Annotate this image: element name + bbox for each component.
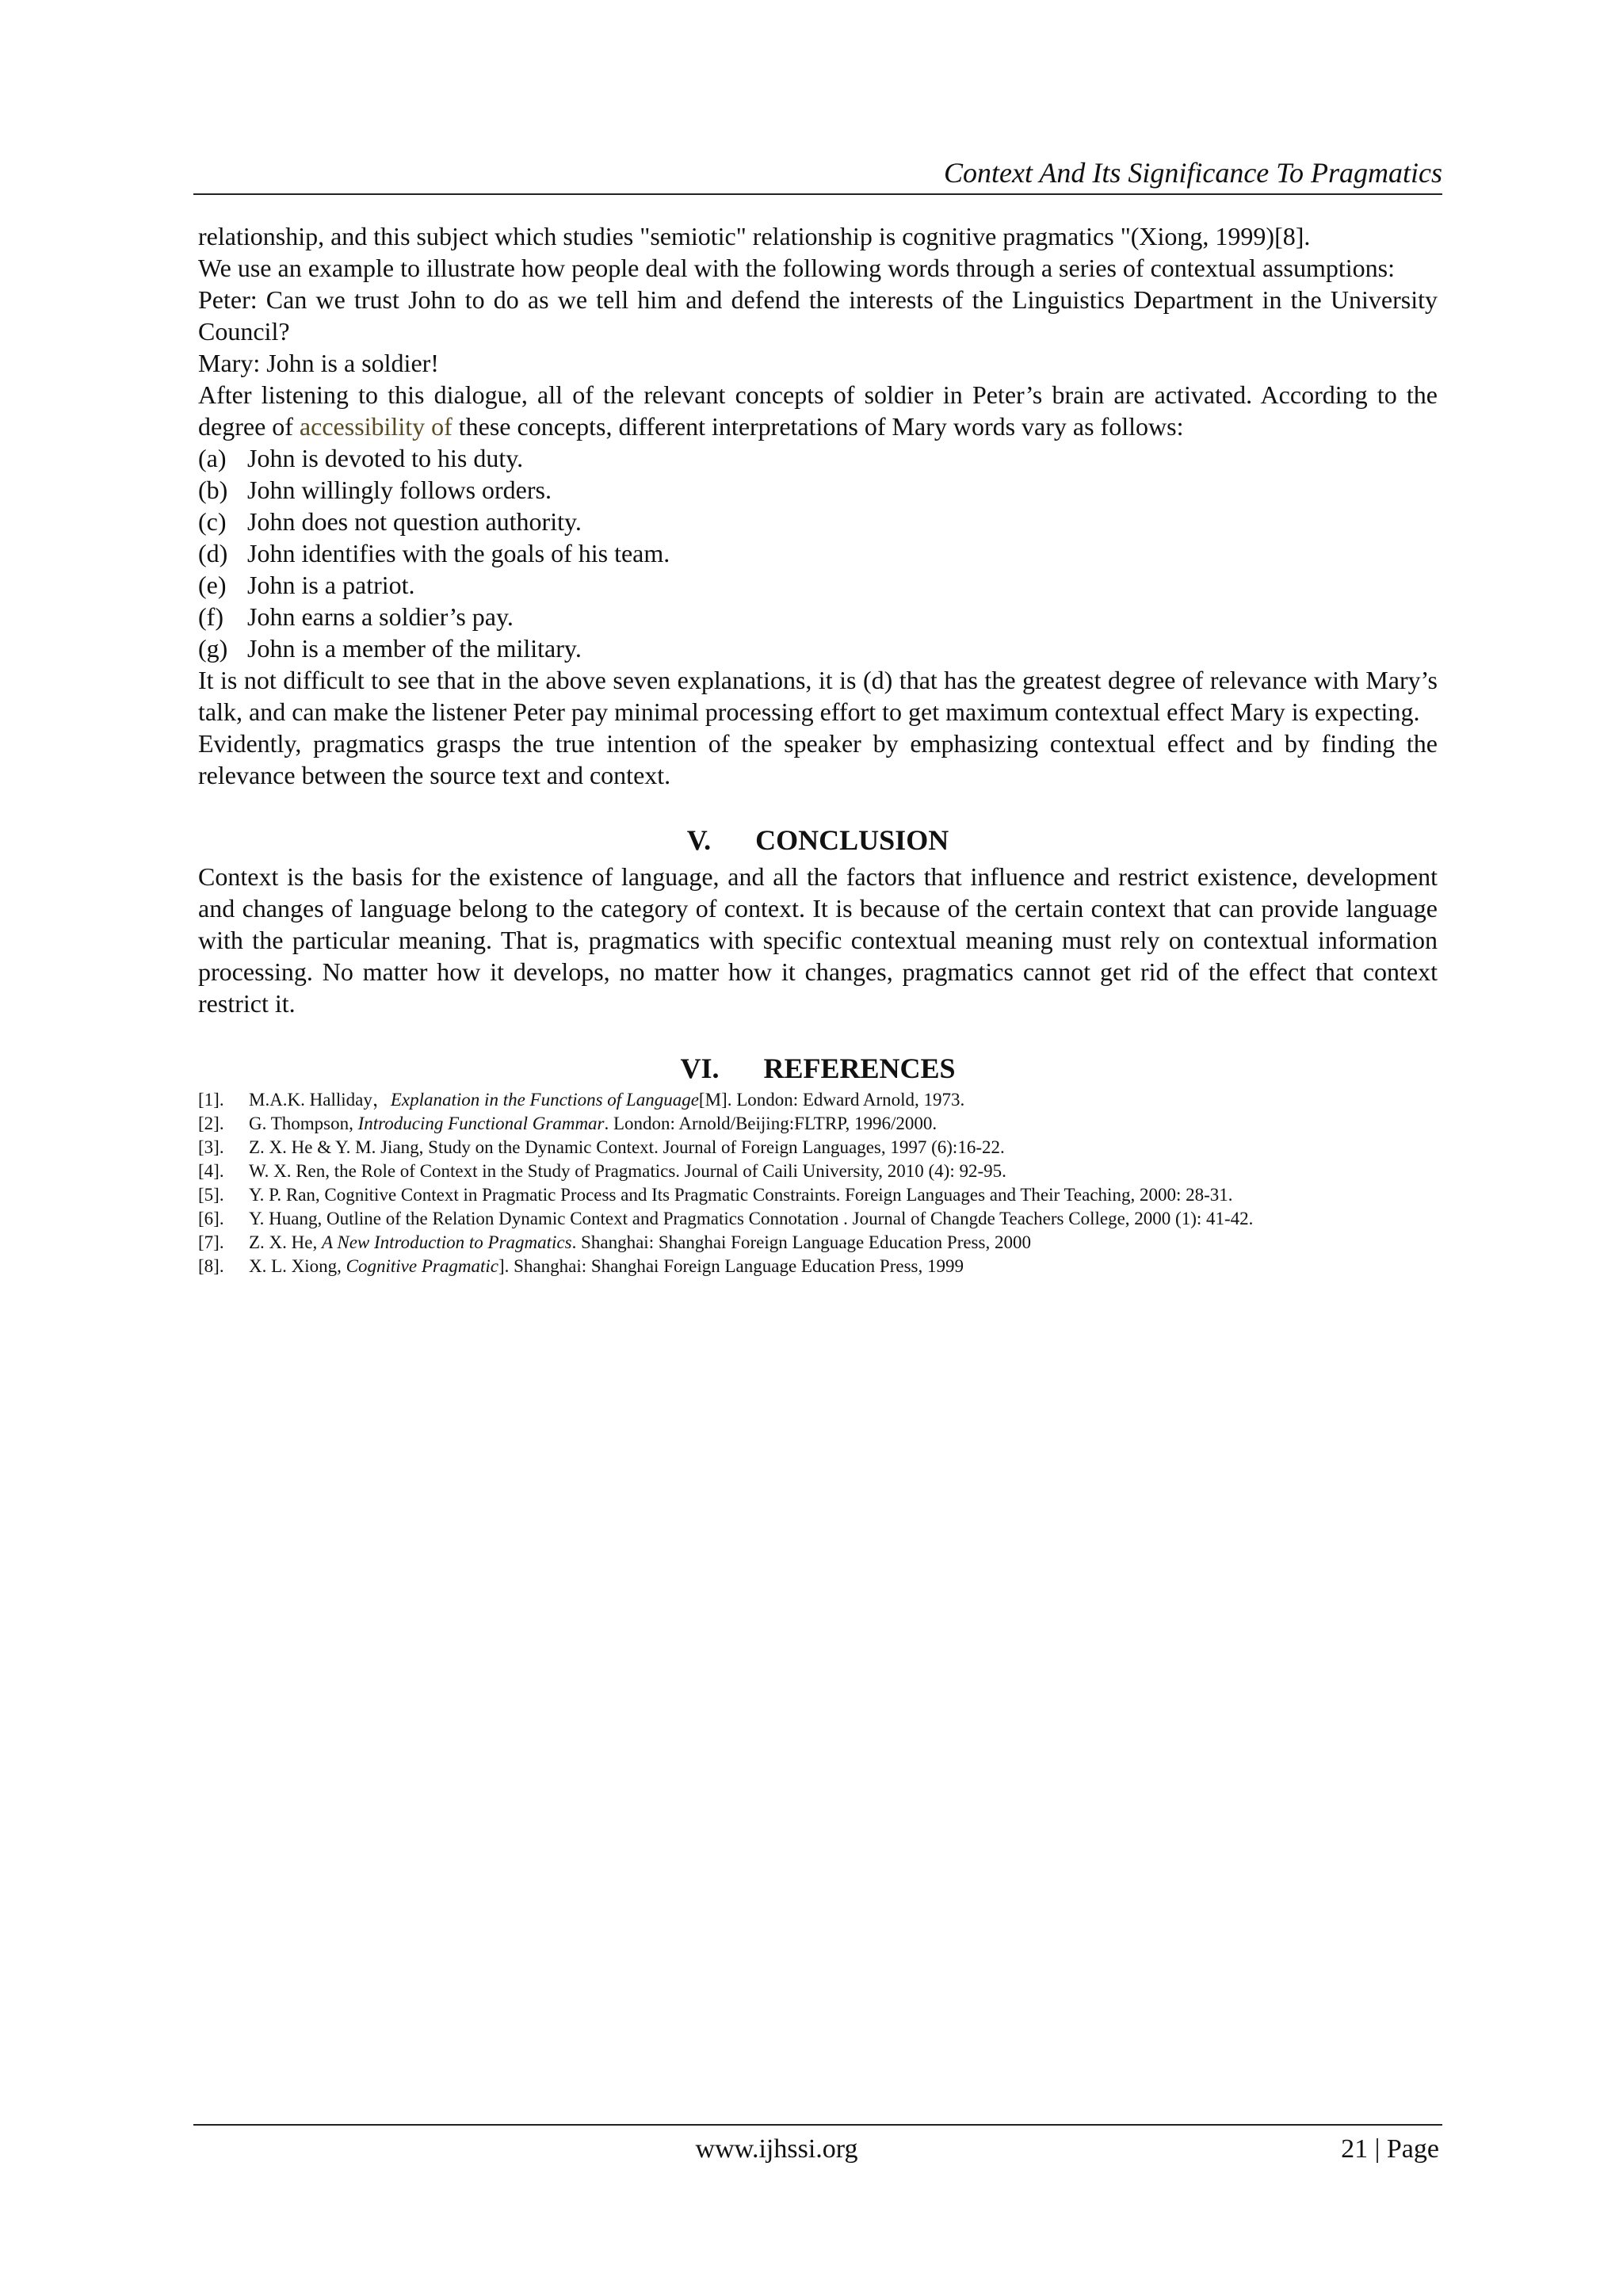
paragraph — [198, 379, 1438, 442]
reference-item — [198, 1113, 1438, 1135]
reference-number: [7]. — [198, 1232, 224, 1252]
reference-item — [198, 1089, 1438, 1111]
text-span: After listening to this dialogue, all of the relevant concepts of soldier in Peter’s brain are activated. According to the degree of — [198, 380, 1438, 441]
list-item — [198, 601, 1438, 632]
paragraph: Peter: Can we trust John to do as we tell him and defend the interests of the Linguistics Department in the University Council? — [198, 285, 1438, 346]
reference-number: [1]. — [198, 1090, 224, 1110]
reference-list — [198, 1089, 1438, 1278]
running-title: Context And Its Significance To Pragmatics — [944, 157, 1442, 189]
reference-text: Y. Huang, Outline of the Relation Dynamic Context and Pragmatics Connotation . Journal of Changde Teachers College, 2000 (1): 41-42. — [249, 1209, 1254, 1228]
section-title: REFERENCES — [763, 1052, 956, 1084]
section-number: VI. — [680, 1052, 720, 1084]
footer-rule — [193, 2124, 1442, 2126]
item-label: (g) — [198, 634, 228, 663]
page-body — [198, 220, 1438, 1279]
reference-item — [198, 1232, 1438, 1254]
item-text: John identifies with the goals of his team. — [247, 539, 670, 567]
reference-number: [4]. — [198, 1161, 224, 1181]
text-span: these concepts, different interpretations of Mary words vary as follows: — [452, 412, 1184, 441]
item-text: John is devoted to his duty. — [247, 444, 524, 472]
section-heading-references — [198, 1052, 1438, 1084]
highlighted-text: accessibility of — [299, 412, 453, 441]
item-label: (a) — [198, 444, 227, 472]
reference-text: Z. X. He, A New Introduction to Pragmatics. Shanghai: Shanghai Foreign Language Education Press, 2000 — [249, 1232, 1031, 1252]
reference-number: [8]. — [198, 1256, 224, 1276]
list-item — [198, 506, 1438, 537]
reference-text: Z. X. He & Y. M. Jiang, Study on the Dynamic Context. Journal of Foreign Languages, 1997 (6):16-22. — [249, 1137, 1005, 1157]
list-item — [198, 442, 1438, 474]
item-text: John does not question authority. — [247, 507, 582, 536]
reference-text: M.A.K. Halliday，Explanation in the Functions of Language[M]. London: Edward Arnold, 1973. — [249, 1090, 965, 1110]
item-label: (e) — [198, 571, 227, 599]
reference-item — [198, 1137, 1438, 1159]
section-heading-conclusion — [198, 824, 1438, 856]
reference-text: Y. P. Ran, Cognitive Context in Pragmatic Process and Its Pragmatic Constraints. Foreign Languages and Their Teaching, 2000: 28-31. — [249, 1185, 1233, 1205]
item-label: (f) — [198, 602, 223, 631]
item-text: John earns a soldier’s pay. — [247, 602, 514, 631]
reference-item — [198, 1208, 1438, 1230]
paragraph: relationship, and this subject which studies "semiotic" relationship is cognitive pragmatics "(Xiong, 1999)[8]. — [198, 222, 1311, 250]
paragraph: Mary: John is a soldier! — [198, 349, 439, 377]
reference-number: [5]. — [198, 1185, 224, 1205]
reference-number: [2]. — [198, 1114, 224, 1133]
footer-website: www.ijhssi.org — [695, 2134, 858, 2164]
reference-item — [198, 1255, 1438, 1278]
paragraph: It is not difficult to see that in the above seven explanations, it is (d) that has the greatest degree of relevance with Mary’s talk, and can make the listener Peter pay minimal processing effort to get maximum contextual effect Mary is expecting. — [198, 666, 1438, 726]
reference-item — [198, 1184, 1438, 1206]
item-label: (d) — [198, 539, 228, 567]
section-title: CONCLUSION — [755, 824, 949, 856]
list-item — [198, 474, 1438, 506]
reference-number: [3]. — [198, 1137, 224, 1157]
section-number: V. — [686, 824, 712, 856]
paragraph: Evidently, pragmatics grasps the true intention of the speaker by emphasizing contextual effect and by finding the relevance between the source text and context. — [198, 729, 1438, 789]
item-label: (c) — [198, 507, 227, 536]
list-item — [198, 632, 1438, 664]
footer-page-number: 21 | Page — [1341, 2134, 1439, 2164]
conclusion-paragraph: Context is the basis for the existence of language, and all the factors that influence and restrict existence, development and changes of language belong to the category of context. It is because of the certain context that can provide language with the particular meaning. That is, pragmatics with specific contextual meaning must rely on contextual information processing. No matter how it develops, no matter how it changes, pragmatics cannot get rid of the effect that context restrict it. — [198, 862, 1438, 1018]
reference-text: W. X. Ren, the Role of Context in the Study of Pragmatics. Journal of Caili University, 2010 (4): 92-95. — [249, 1161, 1006, 1181]
interpretation-list — [198, 442, 1438, 664]
list-item — [198, 569, 1438, 601]
paragraph: We use an example to illustrate how people deal with the following words through a series of contextual assumptions: — [198, 254, 1395, 282]
list-item — [198, 537, 1438, 569]
reference-number: [6]. — [198, 1209, 224, 1228]
item-label: (b) — [198, 476, 228, 504]
reference-text: X. L. Xiong, Cognitive Pragmatic]. Shanghai: Shanghai Foreign Language Education Press, 1999 — [249, 1256, 964, 1276]
item-text: John is a member of the military. — [247, 634, 582, 663]
item-text: John is a patriot. — [247, 571, 415, 599]
header-rule — [193, 193, 1442, 195]
reference-text: G. Thompson, Introducing Functional Grammar. London: Arnold/Beijing:FLTRP, 1996/2000. — [249, 1114, 938, 1133]
reference-item — [198, 1160, 1438, 1182]
item-text: John willingly follows orders. — [247, 476, 552, 504]
